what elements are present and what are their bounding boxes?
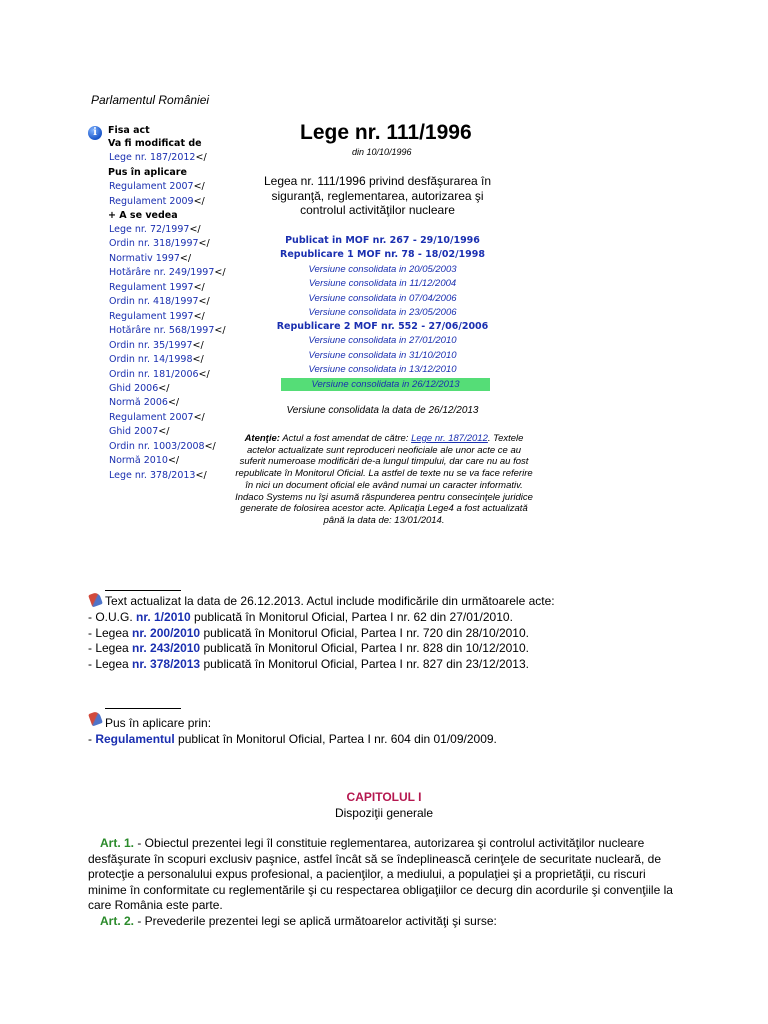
sidebar-link[interactable]	[109, 441, 216, 452]
sidebar-link-label[interactable]: Regulament 1997	[109, 281, 194, 293]
sidebar-link[interactable]	[109, 296, 210, 307]
chapter-title: CAPITOLUL I	[346, 790, 422, 804]
sidebar-link-label[interactable]: Normă 2006	[109, 397, 168, 409]
sidebar-link-suffix: </	[192, 354, 204, 366]
update-rest: publicată în Monitorul Oficial, Partea I nr. 828 din 10/12/2010.	[200, 641, 529, 655]
sidebar-link-label[interactable]: Hotărâre nr. 568/1997	[109, 325, 215, 337]
consolidated-version-link[interactable]: Versiune consolidata in 26/12/2013	[281, 378, 490, 391]
consolidated-version-link[interactable]: Versiune consolidata in 27/01/2010	[308, 335, 457, 346]
sidebar-link-suffix: </	[167, 455, 180, 467]
sidebar-link[interactable]	[109, 224, 201, 235]
fisa-act-link[interactable]: Fisa act	[108, 125, 150, 136]
consolidated-version-link[interactable]: Versiune consolidata in 11/12/2004	[308, 278, 457, 289]
sidebar-link-label[interactable]: Lege nr. 72/1997	[109, 224, 190, 235]
update-intro: Text actualizat la data de 26.12.2013. Actul include modificările din următoarele acte:	[105, 594, 555, 608]
sidebar-link-suffix: </	[198, 238, 210, 250]
law-description: Legea nr. 111/1996 privind desfăşurarea în siguranţă, reglementarea, autorizarea şi controlul activităţilor nucleare	[263, 174, 492, 217]
sidebar-link[interactable]	[109, 282, 205, 293]
sidebar-link-label[interactable]: Lege nr. 378/2013	[109, 469, 196, 481]
update-prefix: - Legea	[88, 641, 133, 655]
consolidated-version-link[interactable]: Versiune consolidata in 13/12/2010	[308, 364, 457, 375]
see-also-toggle[interactable]: + A se vedea	[108, 210, 178, 221]
sidebar-link[interactable]	[109, 340, 204, 351]
info-icon[interactable]: i	[88, 126, 102, 140]
applied-rest: publicat în Monitorul Oficial, Partea I nr. 604 din 01/09/2009.	[174, 732, 497, 746]
attention-disclaimer: . Textele actelor actualizate sunt reproduceri neoficiale ale unor acte ce au suferit numeroase modificări de-a lungul timpului, dar care nu au fost republicate în Monitorul Oficial. La astfel de texte nu se va face referire în nici un document oficial ele având numai un caracter informativ. Indaco Systems nu îşi asumă răspunderea pentru consecinţele juridice generate de folosirea acestor acte. Aplicaţia Lege4 a fost actualizată până la data de: 13/01/2014.	[235, 433, 533, 526]
publication-link[interactable]: Republicare 1 MOF nr. 78 - 18/02/1998	[280, 249, 485, 260]
sidebar-link-suffix: </	[193, 411, 205, 423]
publication-link[interactable]: Republicare 2 MOF nr. 552 - 27/06/2006	[276, 321, 489, 332]
sidebar-link[interactable]	[109, 181, 205, 192]
sidebar-link-suffix: </	[214, 325, 226, 337]
sidebar-link-suffix: </	[193, 196, 205, 207]
sidebar-link[interactable]	[109, 397, 179, 408]
applied-prefix: -	[88, 732, 96, 746]
sidebar-link-suffix: </	[167, 397, 180, 409]
sidebar-link-label[interactable]: Ordin nr. 1003/2008	[109, 440, 205, 452]
attention-label: Atenţie:	[244, 433, 280, 444]
update-rest: publicată în Monitorul Oficial, Partea I nr. 62 din 27/01/2010.	[190, 610, 513, 624]
sidebar-link[interactable]	[109, 369, 210, 380]
sidebar-link-label[interactable]: Hotărâre nr. 249/1997	[109, 267, 215, 279]
divider	[105, 708, 181, 709]
attention-text: Actul a fost amendat de către:	[279, 433, 412, 444]
sidebar-link-suffix: </	[158, 426, 170, 438]
pin-icon	[88, 592, 103, 608]
attention-notice	[234, 433, 534, 527]
sidebar-link[interactable]	[109, 354, 204, 365]
law-title: Lege nr. 111/1996	[300, 121, 472, 144]
sidebar-link-suffix: </	[193, 181, 205, 192]
sidebar-link-label[interactable]: Ordin nr. 14/1998	[109, 354, 193, 366]
consolidated-version-link[interactable]: Versiune consolidata in 23/05/2006	[308, 307, 457, 318]
sidebar-link[interactable]	[109, 470, 207, 481]
update-prefix: - Legea	[88, 656, 133, 671]
update-item	[88, 657, 529, 671]
sidebar-link[interactable]	[109, 253, 191, 264]
sidebar-link-label[interactable]: Ghid 2007	[109, 426, 159, 438]
sidebar-link-suffix: </	[179, 252, 192, 264]
article-2-text: - Prevederile prezentei legi se aplică următoarelor activităţi şi surse:	[134, 914, 497, 928]
sidebar-link-label[interactable]: Ordin nr. 181/2006	[109, 368, 199, 380]
sidebar-link-label[interactable]: Ordin nr. 418/1997	[109, 296, 199, 308]
sidebar-link[interactable]	[109, 267, 226, 278]
sidebar-link[interactable]	[109, 196, 205, 207]
amending-act-link[interactable]: nr. 243/2010	[132, 641, 201, 655]
sidebar-link[interactable]	[109, 426, 169, 437]
consolidated-version-link[interactable]: Versiune consolidata in 07/04/2006	[308, 293, 457, 304]
update-item	[88, 626, 529, 640]
update-item	[88, 641, 529, 655]
consolidated-version-date: Versiune consolidata la data de 26/12/2013	[286, 405, 479, 416]
sidebar-link[interactable]	[109, 238, 210, 249]
sidebar-link-label[interactable]: Normativ 1997	[109, 252, 180, 264]
applied-item	[88, 732, 497, 746]
update-rest: publicată în Monitorul Oficial, Partea I nr. 827 din 23/12/2013.	[200, 656, 529, 671]
sidebar-link-label[interactable]: Regulament 2009	[109, 196, 194, 207]
sidebar-link-suffix: </	[193, 310, 205, 322]
sidebar-link-suffix: </	[192, 339, 204, 351]
sidebar-link[interactable]	[109, 152, 207, 163]
article-1	[88, 836, 683, 914]
sidebar-link-suffix: </	[204, 440, 216, 452]
applied-intro: Pus în aplicare prin:	[105, 716, 212, 730]
sidebar-link-suffix: </	[158, 382, 170, 394]
sidebar-link[interactable]	[109, 311, 205, 322]
amending-act-link[interactable]: nr. 378/2013	[132, 656, 201, 671]
amending-act-link[interactable]: nr. 1/2010	[136, 610, 191, 624]
update-rest: publicată în Monitorul Oficial, Partea I nr. 720 din 28/10/2010.	[200, 625, 529, 640]
pin-icon	[88, 711, 103, 727]
sidebar-link-suffix: </	[193, 281, 205, 293]
article-2	[88, 914, 683, 928]
update-prefix: - Legea	[88, 625, 133, 640]
sidebar-link-label[interactable]: Ordin nr. 318/1997	[109, 238, 199, 250]
sidebar-link-suffix: </	[189, 224, 201, 235]
sidebar-link-suffix: </	[198, 368, 210, 380]
update-item	[88, 610, 513, 624]
sidebar-link-label[interactable]: Regulament 1997	[109, 310, 194, 322]
sidebar-link-label[interactable]: Regulament 2007	[109, 181, 194, 192]
sidebar-link-label[interactable]: Regulament 2007	[109, 411, 194, 423]
update-prefix: - O.U.G.	[88, 610, 136, 624]
sidebar-link[interactable]	[109, 455, 179, 466]
sidebar-link[interactable]	[109, 383, 169, 394]
amending-law-link[interactable]: Lege nr. 187/2012	[411, 433, 488, 444]
sidebar-link-suffix: </	[195, 152, 207, 163]
sidebar-link-label[interactable]: Ghid 2006	[109, 382, 159, 394]
sidebar-link-label[interactable]: Ordin nr. 35/1997	[109, 339, 193, 351]
regulation-link[interactable]: Regulamentul	[95, 732, 175, 746]
parliament-heading: Parlamentul României	[91, 93, 210, 107]
sidebar-link[interactable]	[109, 412, 205, 423]
sidebar-link-suffix: </	[214, 267, 226, 279]
consolidated-version-link[interactable]: Versiune consolidata in 31/10/2010	[308, 350, 457, 361]
publication-link[interactable]: Publicat in MOF nr. 267 - 29/10/1996	[285, 235, 480, 246]
sidebar-link-suffix: </	[195, 469, 207, 481]
sidebar-link-suffix: </	[198, 296, 210, 308]
divider	[105, 590, 181, 591]
chapter-subtitle: Dispoziţii generale	[334, 806, 434, 820]
amending-act-link[interactable]: nr. 200/2010	[132, 625, 201, 640]
sidebar-link-label[interactable]: Normă 2010	[109, 455, 168, 467]
article-2-label[interactable]: Art. 2.	[100, 914, 135, 928]
article-1-label[interactable]: Art. 1.	[100, 836, 135, 850]
law-date: din 10/10/1996	[352, 147, 412, 157]
applied-heading: Pus în aplicare	[108, 167, 187, 178]
consolidated-version-link[interactable]: Versiune consolidata in 20/05/2003	[308, 264, 457, 275]
sidebar-link-label[interactable]: Lege nr. 187/2012	[109, 152, 196, 163]
modified-by-heading: Va fi modificat de	[108, 138, 202, 149]
sidebar-link[interactable]	[109, 325, 226, 336]
article-1-text: - Obiectul prezentei legi îl constituie reglementarea, autorizarea şi controlul activităţilor nucleare desfăşurate în scopuri exclusiv paşnice, astfel încât să se îndeplinească cerinţele de securitate nucleară, de protecţie a personalului expus profesional, a pacienţilor, a mediului, a populaţiei şi a proprietăţii, cu riscuri minime în conformitate cu reglementările şi cu respectarea obligaţiilor ce decurg din acordurile şi convenţiile la care România este parte.	[88, 836, 673, 913]
